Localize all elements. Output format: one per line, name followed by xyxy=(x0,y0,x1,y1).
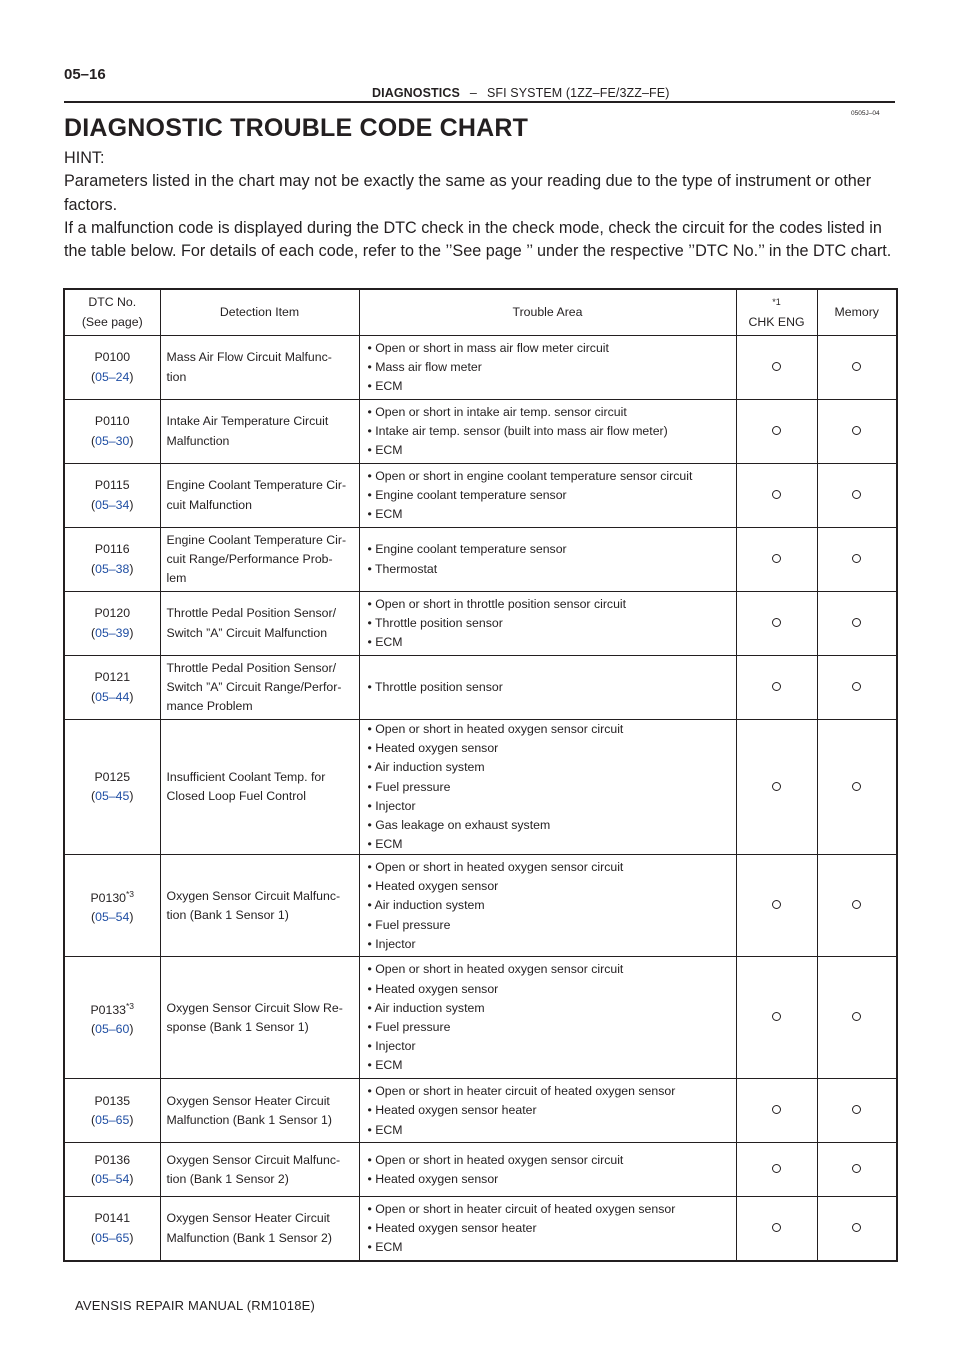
dtc-code-line xyxy=(65,997,160,1020)
detection-item-cell xyxy=(160,1143,359,1197)
header-dtc-label: DTC No. xyxy=(88,295,137,310)
trouble-area-cell xyxy=(359,720,736,855)
dtc-cell xyxy=(64,1197,160,1261)
dtc-code-line xyxy=(65,348,160,367)
table-row xyxy=(64,855,897,957)
dtc-code-line xyxy=(65,1151,160,1170)
dtc-code: P0100 xyxy=(94,350,131,365)
chk-eng-cell xyxy=(736,1143,817,1197)
detection-item-line: Engine Coolant Temperature Cir- xyxy=(166,532,347,547)
dtc-code-line xyxy=(65,1209,160,1228)
header-separator: – xyxy=(469,86,477,100)
table-row xyxy=(64,336,897,400)
trouble-area-item: • Engine coolant temperature sensor xyxy=(367,487,567,502)
detection-item-line: Intake Air Temperature Circuit xyxy=(166,414,329,429)
detection-item-line: Closed Loop Fuel Control xyxy=(166,789,306,804)
header-chk-eng xyxy=(736,289,817,336)
trouble-area-item: • Open or short in heated oxygen sensor circuit xyxy=(367,1152,624,1167)
detection-item-line: Throttle Pedal Position Sensor/ xyxy=(166,606,337,621)
trouble-area-item: • Injector xyxy=(367,936,416,951)
see-page-link[interactable]: 05–60 xyxy=(95,1021,130,1036)
dtc-table xyxy=(63,288,898,1262)
section-title: DIAGNOSTICS xyxy=(372,86,460,100)
circle-mark-icon xyxy=(852,900,861,909)
detection-item-line: cuit Malfunction xyxy=(166,497,252,512)
see-page-line: (05–54) xyxy=(91,909,134,924)
table-row xyxy=(64,656,897,720)
running-head xyxy=(372,86,669,100)
trouble-area-item: • Heated oxygen sensor xyxy=(367,879,499,894)
trouble-area-item: • Intake air temp. sensor (built into mass air flow meter) xyxy=(367,423,668,438)
footer-text: AVENSIS REPAIR MANUAL (RM1018E) xyxy=(75,1298,316,1313)
circle-mark-icon xyxy=(852,1105,861,1114)
header-trouble-area: Trouble Area xyxy=(359,289,736,336)
chk-eng-cell xyxy=(736,1197,817,1261)
table-header-row xyxy=(64,289,897,336)
header-dtc-no xyxy=(64,289,160,336)
table-row xyxy=(64,400,897,464)
circle-mark-icon xyxy=(852,1012,861,1021)
detection-item-line: mance Problem xyxy=(166,699,253,714)
table-row xyxy=(64,528,897,592)
see-page-link[interactable]: 05–65 xyxy=(95,1230,130,1245)
trouble-area-item: • ECM xyxy=(367,507,403,522)
reference-code: 0505J–04 xyxy=(851,110,880,117)
trouble-area-item: • Heated oxygen sensor xyxy=(367,981,499,996)
circle-mark-icon xyxy=(772,900,781,909)
see-page-line: (05–60) xyxy=(91,1021,134,1036)
dtc-cell xyxy=(64,592,160,656)
table-row xyxy=(64,957,897,1079)
hint-paragraph: If a malfunction code is displayed during the DTC check in the check mode, check the circuit for the codes listed in the table below. For details of each code, refer to the ’’See page ’’ under the respective ’’DTC No.’’ in the DTC chart. xyxy=(64,218,892,261)
see-page-line: (05–39) xyxy=(91,625,134,640)
trouble-area-item: • Fuel pressure xyxy=(367,779,451,794)
hint-block xyxy=(64,147,898,263)
detection-item-line: Switch ”A” Circuit Malfunction xyxy=(166,625,328,640)
hint-label: HINT: xyxy=(64,149,105,167)
document-title: DIAGNOSTIC TROUBLE CODE CHART xyxy=(64,114,529,142)
see-page-line: (05–45) xyxy=(91,789,134,804)
circle-mark-icon xyxy=(772,426,781,435)
memory-cell xyxy=(817,400,897,464)
circle-mark-icon xyxy=(852,426,861,435)
trouble-area-item: • Heated oxygen sensor heater xyxy=(367,1103,537,1118)
detection-item-line: Malfunction (Bank 1 Sensor 1) xyxy=(166,1112,332,1127)
detection-item-line: Oxygen Sensor Heater Circuit xyxy=(166,1211,330,1226)
circle-mark-icon xyxy=(852,490,861,499)
circle-mark-icon xyxy=(772,682,781,691)
circle-mark-icon xyxy=(852,362,861,371)
trouble-area-item: • Injector xyxy=(367,1039,416,1054)
header-detection-item: Detection Item xyxy=(160,289,359,336)
memory-cell xyxy=(817,336,897,400)
trouble-area-item: • Fuel pressure xyxy=(367,1019,451,1034)
detection-item-line: sponse (Bank 1 Sensor 1) xyxy=(166,1019,309,1034)
trouble-area-item: • ECM xyxy=(367,379,403,394)
circle-mark-icon xyxy=(852,1164,861,1173)
trouble-area-item: • ECM xyxy=(367,443,403,458)
footnote-mark: *3 xyxy=(126,1000,135,1011)
trouble-area-cell xyxy=(359,656,736,720)
trouble-area-item: • Throttle position sensor xyxy=(367,615,503,630)
trouble-area-cell xyxy=(359,592,736,656)
detection-item-cell xyxy=(160,400,359,464)
dtc-cell xyxy=(64,855,160,957)
detection-item-cell xyxy=(160,464,359,528)
circle-mark-icon xyxy=(852,782,861,791)
detection-item-line: Oxygen Sensor Circuit Malfunc- xyxy=(166,888,341,903)
dtc-cell xyxy=(64,528,160,592)
trouble-area-cell xyxy=(359,528,736,592)
trouble-area-item: • ECM xyxy=(367,1058,403,1073)
trouble-area-item: • Injector xyxy=(367,798,416,813)
table-row xyxy=(64,1079,897,1143)
circle-mark-icon xyxy=(772,1164,781,1173)
trouble-area-item: • Open or short in intake air temp. sensor circuit xyxy=(367,404,627,419)
memory-cell xyxy=(817,592,897,656)
dtc-code-line xyxy=(65,604,160,623)
trouble-area-item: • Open or short in heated oxygen sensor circuit xyxy=(367,962,624,977)
circle-mark-icon xyxy=(772,618,781,627)
dtc-table-body xyxy=(64,336,897,1261)
page-number: 05–16 xyxy=(64,66,106,83)
circle-mark-icon xyxy=(772,554,781,563)
see-page-link[interactable]: 05–24 xyxy=(95,369,130,384)
chk-eng-cell xyxy=(736,855,817,957)
detection-item-line: lem xyxy=(166,571,187,586)
trouble-area-item: • Heated oxygen sensor xyxy=(367,1171,499,1186)
detection-item-line: Throttle Pedal Position Sensor/ xyxy=(166,660,337,675)
trouble-area-cell xyxy=(359,855,736,957)
trouble-area-item: • Heated oxygen sensor heater xyxy=(367,1221,537,1236)
detection-item-cell xyxy=(160,1079,359,1143)
memory-cell xyxy=(817,1197,897,1261)
dtc-code-line xyxy=(65,1092,160,1111)
dtc-code: P0121 xyxy=(94,670,131,685)
trouble-area-item: • ECM xyxy=(367,1122,403,1137)
detection-item-cell xyxy=(160,656,359,720)
detection-item-line: tion xyxy=(166,369,187,384)
dtc-cell xyxy=(64,720,160,855)
trouble-area-item: • Open or short in heater circuit of heated oxygen sensor xyxy=(367,1084,676,1099)
table-row xyxy=(64,1197,897,1261)
dtc-cell xyxy=(64,656,160,720)
dtc-code-line xyxy=(65,668,160,687)
see-page-line: (05–38) xyxy=(91,561,134,576)
trouble-area-item: • Throttle position sensor xyxy=(367,679,503,694)
trouble-area-item: • Open or short in heated oxygen sensor circuit xyxy=(367,722,624,736)
trouble-area-item: • Air induction system xyxy=(367,898,485,913)
dtc-cell xyxy=(64,336,160,400)
header-chk-eng-label: CHK ENG xyxy=(748,314,805,329)
see-page-line: (05–30) xyxy=(91,433,134,448)
detection-item-line: Malfunction (Bank 1 Sensor 2) xyxy=(166,1230,332,1245)
trouble-area-cell xyxy=(359,1079,736,1143)
dtc-code: P0130 xyxy=(90,890,126,905)
circle-mark-icon xyxy=(852,554,861,563)
header-memory: Memory xyxy=(817,289,897,336)
trouble-area-item: • ECM xyxy=(367,837,403,852)
circle-mark-icon xyxy=(772,782,781,791)
detection-item-line: Oxygen Sensor Circuit Malfunc- xyxy=(166,1152,341,1167)
see-page-link[interactable]: 05–38 xyxy=(95,561,130,576)
detection-item-line: tion (Bank 1 Sensor 1) xyxy=(166,907,289,922)
dtc-code: P0136 xyxy=(94,1152,131,1167)
see-page-link[interactable]: 05–39 xyxy=(95,625,130,640)
detection-item-line: Oxygen Sensor Circuit Slow Re- xyxy=(166,1000,343,1015)
dtc-cell xyxy=(64,400,160,464)
trouble-area-item: • Fuel pressure xyxy=(367,917,451,932)
trouble-area-item: • ECM xyxy=(367,1240,403,1255)
detection-item-line: Mass Air Flow Circuit Malfunc- xyxy=(166,350,332,365)
dtc-cell xyxy=(64,1079,160,1143)
trouble-area-cell xyxy=(359,957,736,1079)
dtc-code: P0133 xyxy=(90,1002,126,1017)
detection-item-line: tion (Bank 1 Sensor 2) xyxy=(166,1171,289,1186)
trouble-area-item: • Open or short in heated oxygen sensor circuit xyxy=(367,859,624,874)
see-page-line: (05–65) xyxy=(91,1230,134,1245)
trouble-area-cell xyxy=(359,336,736,400)
trouble-area-cell xyxy=(359,400,736,464)
see-page-line: (05–24) xyxy=(91,369,134,384)
dtc-code: P0141 xyxy=(94,1211,131,1226)
chk-eng-cell xyxy=(736,528,817,592)
memory-cell xyxy=(817,656,897,720)
subsection-title: SFI SYSTEM (1ZZ–FE/3ZZ–FE) xyxy=(486,86,670,100)
footnote-mark: *3 xyxy=(126,888,135,899)
circle-mark-icon xyxy=(772,1223,781,1232)
detection-item-line: Insufficient Coolant Temp. for xyxy=(166,770,326,784)
trouble-area-item: • Air induction system xyxy=(367,1000,485,1015)
header-see-page-label: (See page) xyxy=(81,314,143,329)
trouble-area-cell xyxy=(359,464,736,528)
dtc-code-line xyxy=(65,476,160,495)
trouble-area-item: • Mass air flow meter xyxy=(367,359,482,374)
memory-cell xyxy=(817,528,897,592)
dtc-code-line xyxy=(65,768,160,787)
dtc-code: P0125 xyxy=(94,770,131,784)
detection-item-cell xyxy=(160,528,359,592)
see-page-link[interactable]: 05–45 xyxy=(95,789,130,804)
detection-item-line: Engine Coolant Temperature Cir- xyxy=(166,478,347,493)
trouble-area-item: • Open or short in throttle position sensor circuit xyxy=(367,596,627,611)
detection-item-cell xyxy=(160,336,359,400)
chk-eng-cell xyxy=(736,592,817,656)
chk-eng-cell xyxy=(736,656,817,720)
dtc-cell xyxy=(64,1143,160,1197)
memory-cell xyxy=(817,855,897,957)
dtc-code-line xyxy=(65,540,160,559)
trouble-area-item: • Heated oxygen sensor xyxy=(367,741,499,756)
trouble-area-item: • Engine coolant temperature sensor xyxy=(367,542,567,557)
see-page-link[interactable]: 05–54 xyxy=(95,909,130,924)
dtc-code-line xyxy=(65,412,160,431)
trouble-area-item: • Gas leakage on exhaust system xyxy=(367,818,551,833)
memory-cell xyxy=(817,464,897,528)
detection-item-cell xyxy=(160,1197,359,1261)
chk-eng-cell xyxy=(736,957,817,1079)
detection-item-line: Switch ”A” Circuit Range/Perfor- xyxy=(166,679,342,694)
header-footnote-mark: *1 xyxy=(772,297,781,308)
detection-item-line: Malfunction xyxy=(166,433,230,448)
trouble-area-item: • Thermostat xyxy=(367,561,438,576)
detection-item-line: Oxygen Sensor Heater Circuit xyxy=(166,1093,330,1108)
dtc-cell xyxy=(64,464,160,528)
circle-mark-icon xyxy=(772,1012,781,1021)
trouble-area-cell xyxy=(359,1197,736,1261)
chk-eng-cell xyxy=(736,464,817,528)
trouble-area-item: • Open or short in engine coolant temperature sensor circuit xyxy=(367,468,693,483)
see-page-link[interactable]: 05–65 xyxy=(95,1112,130,1127)
see-page-line: (05–34) xyxy=(91,497,134,512)
dtc-code-line xyxy=(65,885,160,908)
chk-eng-cell xyxy=(736,400,817,464)
detection-item-cell xyxy=(160,720,359,855)
see-page-link[interactable]: 05–44 xyxy=(95,689,130,704)
dtc-code: P0135 xyxy=(94,1093,131,1108)
chk-eng-cell xyxy=(736,1079,817,1143)
table-row xyxy=(64,1143,897,1197)
see-page-line: (05–44) xyxy=(91,689,134,704)
memory-cell xyxy=(817,720,897,855)
table-row xyxy=(64,464,897,528)
trouble-area-item: • Open or short in mass air flow meter circuit xyxy=(367,340,609,355)
memory-cell xyxy=(817,1143,897,1197)
see-page-link[interactable]: 05–30 xyxy=(95,433,130,448)
see-page-line: (05–65) xyxy=(91,1112,134,1127)
chk-eng-cell xyxy=(736,336,817,400)
circle-mark-icon xyxy=(852,1223,861,1232)
detection-item-cell xyxy=(160,855,359,957)
memory-cell xyxy=(817,1079,897,1143)
dtc-code: P0120 xyxy=(94,606,131,621)
trouble-area-item: • Air induction system xyxy=(367,760,485,775)
circle-mark-icon xyxy=(772,362,781,371)
table-row xyxy=(64,592,897,656)
see-page-link[interactable]: 05–54 xyxy=(95,1171,130,1186)
detection-item-cell xyxy=(160,592,359,656)
circle-mark-icon xyxy=(772,1105,781,1114)
dtc-code: P0116 xyxy=(94,542,130,557)
detection-item-line: cuit Range/Performance Prob- xyxy=(166,551,333,566)
table-row xyxy=(64,720,897,855)
trouble-area-cell xyxy=(359,1143,736,1197)
circle-mark-icon xyxy=(772,490,781,499)
see-page-link[interactable]: 05–34 xyxy=(95,497,130,512)
dtc-code: P0115 xyxy=(94,478,130,493)
hint-paragraph: Parameters listed in the chart may not be exactly the same as your reading due to the type of instrument or other factors. xyxy=(64,172,872,214)
dtc-code: P0110 xyxy=(94,414,130,429)
memory-cell xyxy=(817,957,897,1079)
header-rule xyxy=(64,101,895,103)
trouble-area-item: • Open or short in heater circuit of heated oxygen sensor xyxy=(367,1201,676,1216)
trouble-area-item: • ECM xyxy=(367,635,403,650)
circle-mark-icon xyxy=(852,618,861,627)
dtc-cell xyxy=(64,957,160,1079)
see-page-line: (05–54) xyxy=(91,1171,134,1186)
chk-eng-cell xyxy=(736,720,817,855)
circle-mark-icon xyxy=(852,682,861,691)
detection-item-cell xyxy=(160,957,359,1079)
